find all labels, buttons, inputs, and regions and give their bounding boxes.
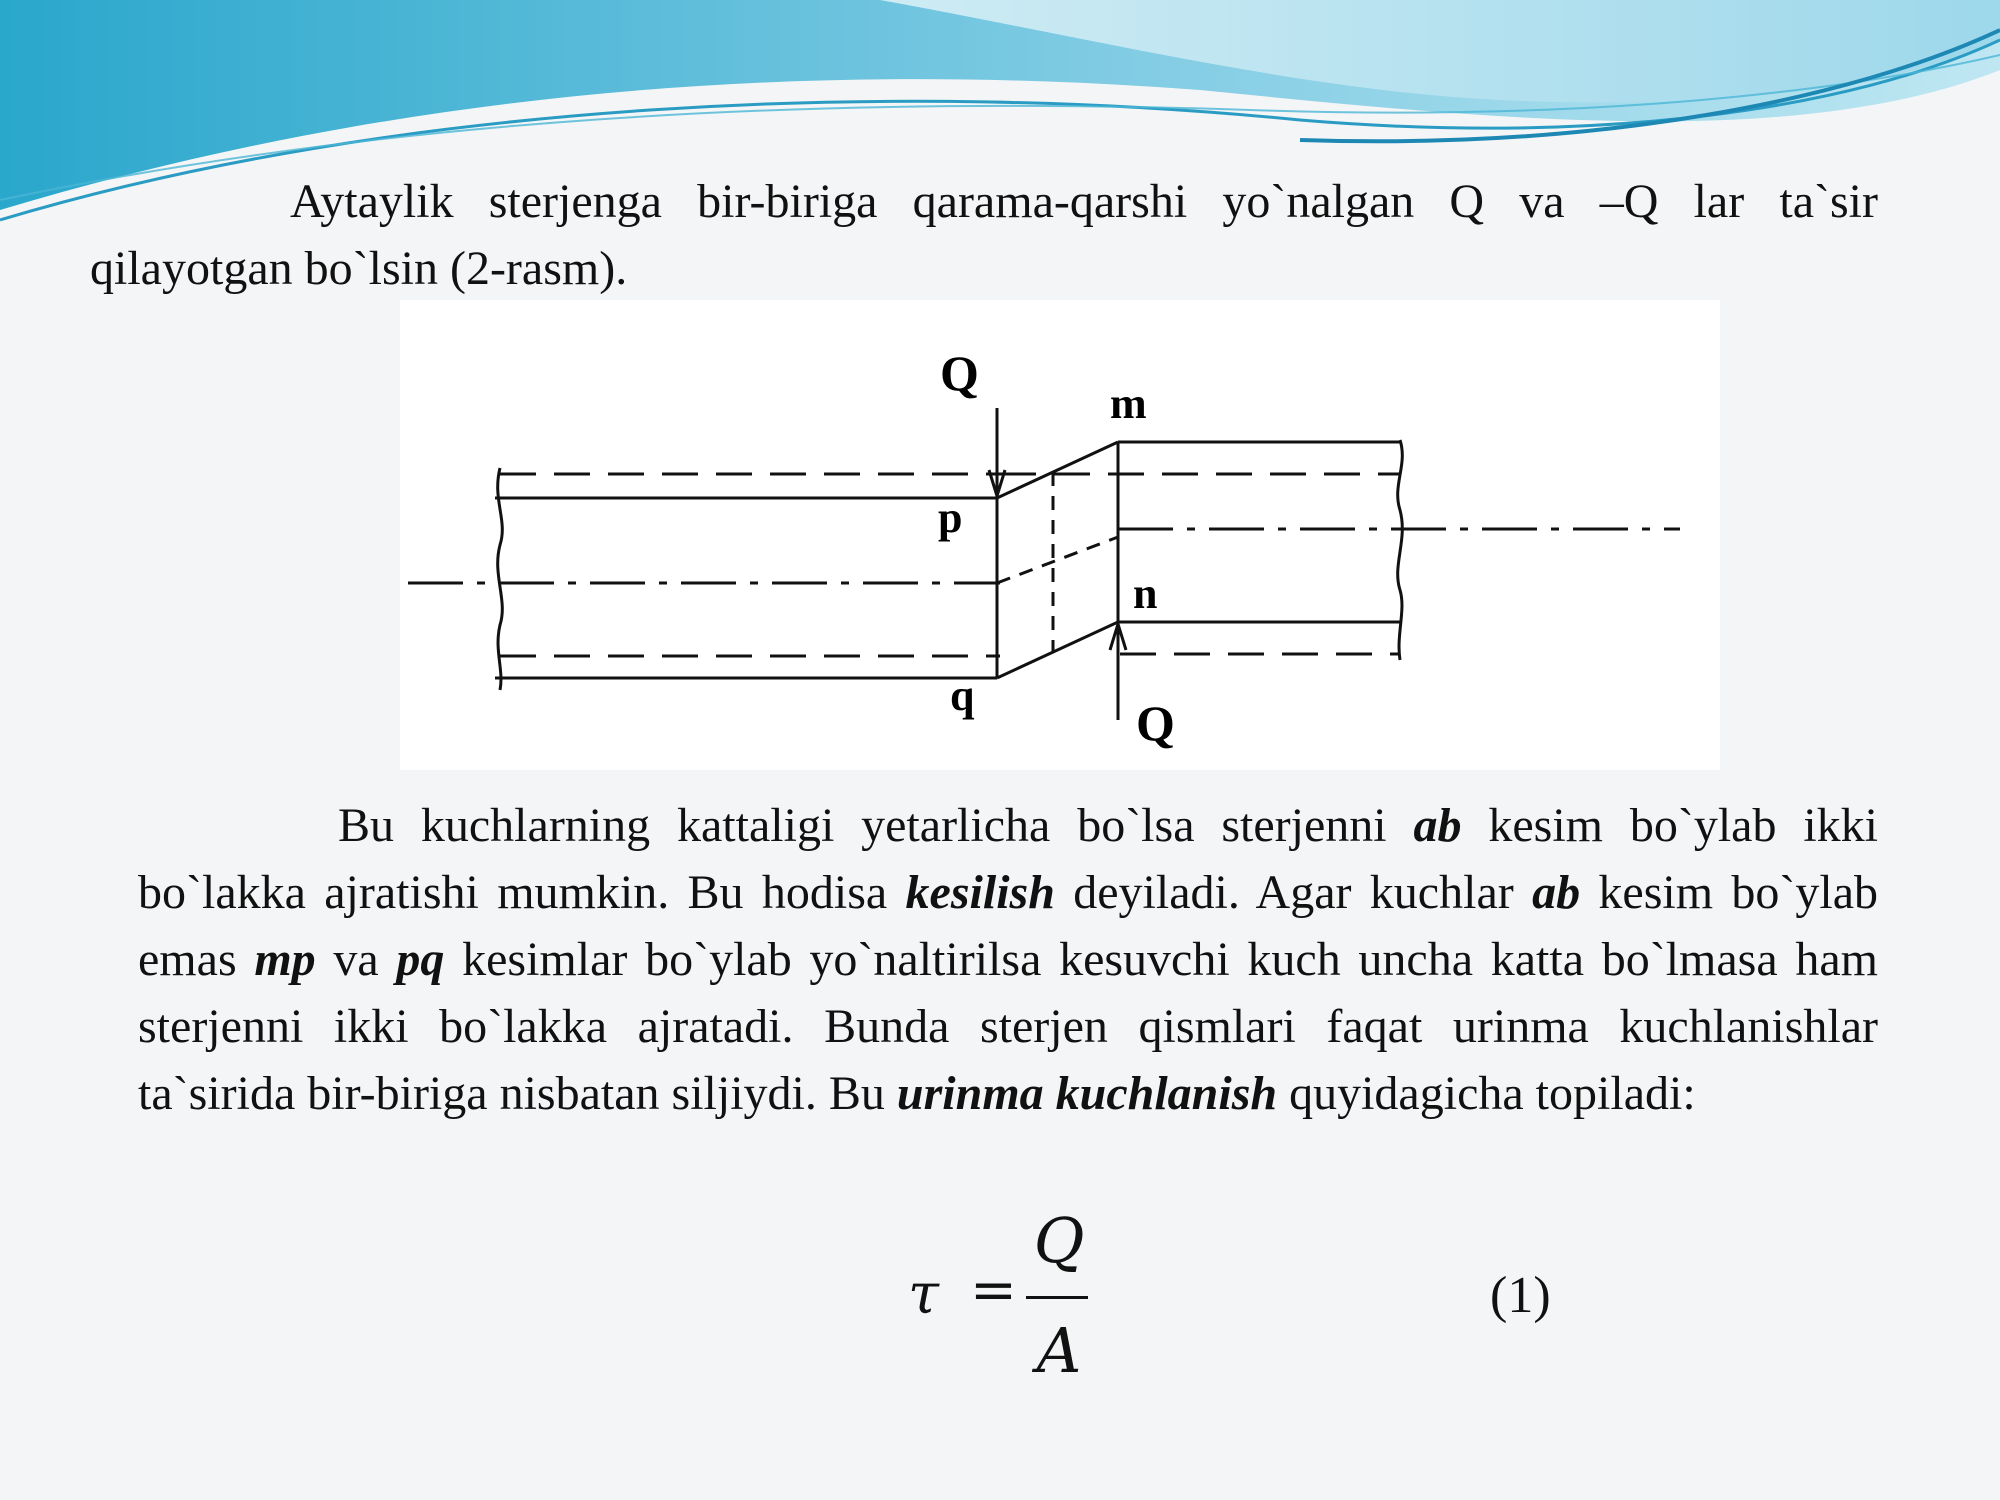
term-ab: ab [1532, 866, 1581, 919]
intro-paragraph: Aytaylik sterjenga bir-biriga qarama-qarshi yo`nalgan Q va –Q lar ta`sir qilayotgan bo`lsin (2-rasm). [90, 175, 1878, 295]
label-p: p [938, 493, 963, 542]
formula-numerator: Q [1033, 1204, 1085, 1277]
figure-background [400, 300, 1720, 770]
formula-denominator: A [1036, 1314, 1082, 1387]
text-segment: quyidagicha topiladi: [1277, 1067, 1696, 1120]
term-pq: pq [396, 933, 445, 986]
explanation-paragraph [138, 792, 1878, 1127]
label-n: n [1133, 569, 1158, 618]
shear-stress-formula [900, 1204, 1200, 1387]
text-segment: deyiladi. Agar kuchlar [1054, 866, 1533, 919]
text-segment: kesim bo`ylab emas [138, 866, 1879, 986]
shear-diagram [400, 300, 1720, 770]
formula-tau: τ [908, 1262, 939, 1327]
text-segment: kesimlar bo`ylab yo`naltirilsa kesuvchi kuch uncha katta bo`lmasa ham sterjenni ikki bo`lakka ajratadi. Bunda sterjen qismlari faqat urinma kuchlanishlar ta`sirida bir-biriga nisbatan siljiydi. Bu [138, 933, 1879, 1120]
label-Q-top: Q [940, 345, 979, 401]
term-urinma-kuchlanish: urinma kuchlanish [896, 1067, 1278, 1120]
fraction-bar [1026, 1296, 1088, 1299]
label-m: m [1110, 379, 1147, 428]
text-segment: va [315, 933, 397, 986]
equation-number: (1) [1490, 1267, 1551, 1324]
text-segment: kesim bo`ylab ikki bo`lakka ajratishi mumkin. Bu hodisa [138, 799, 1878, 919]
label-Q-bottom: Q [1136, 695, 1175, 751]
text-segment: Bu kuchlarning kattaligi yetarlicha bo`lsa sterjenni [338, 799, 1414, 852]
term-mp: mp [254, 933, 316, 986]
term-ab: ab [1413, 799, 1462, 852]
label-q: q [950, 671, 975, 720]
term-kesilish: kesilish [905, 866, 1055, 919]
formula-equals: = [970, 1258, 1017, 1323]
